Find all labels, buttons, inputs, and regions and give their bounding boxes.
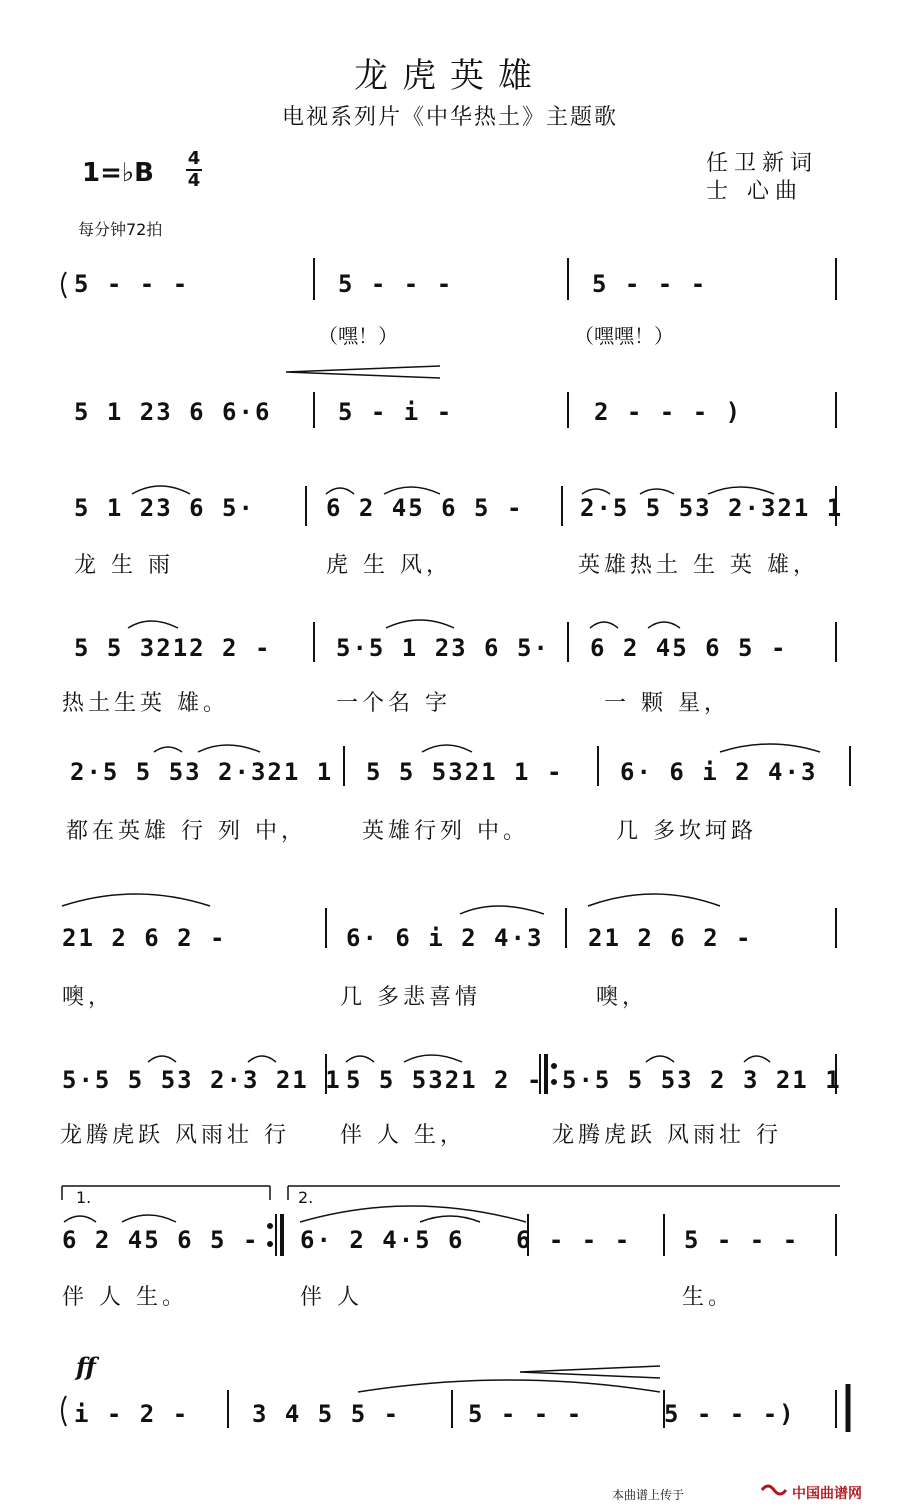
measure-5-3: 6· 6 i 2 4·3	[620, 758, 818, 786]
measure-9-1: i - 2 -	[74, 1400, 190, 1428]
lyric-4-a: 热土生英 雄。	[62, 691, 229, 716]
measure-1-3: 5 - - -	[592, 270, 708, 298]
measure-5-1: 2·5 5 53 2·321 1	[70, 758, 334, 786]
measure-4-1: 5 5 3212 2 -	[74, 634, 272, 662]
measure-8-2: 6· 2 4·5 6	[300, 1226, 465, 1254]
volta-2-bracket	[288, 1186, 840, 1200]
measure-9-2: 3 4 5 5 -	[252, 1400, 401, 1428]
song-title: 龙虎英雄	[354, 56, 546, 96]
key-signature: 1=♭B	[82, 158, 154, 188]
composer-credit: 士 心曲	[706, 179, 803, 204]
measure-3-2: 6 2 45 6 5 -	[326, 494, 524, 522]
measure-7-2: 5 5 5321 2 -	[346, 1066, 544, 1094]
left-paren-1	[62, 272, 66, 298]
volta-1-label: 1.	[76, 1188, 92, 1207]
measure-2-1: 5 1 23 6 6·6	[74, 398, 272, 426]
site-logo-icon	[760, 1480, 788, 1500]
lyric-7-b: 伴 人 生，	[340, 1123, 466, 1148]
time-signature	[186, 150, 202, 190]
measure-7-1: 5·5 5 53 2·3 21 1	[62, 1066, 342, 1094]
song-subtitle: 电视系列片《中华热土》主题歌	[281, 105, 618, 130]
lyric-8-c: 生。	[682, 1285, 735, 1310]
lyricist-credit: 任卫新词	[706, 151, 819, 176]
shout-2: （嘿嘿！）	[574, 324, 674, 348]
lyric-6-b: 几 多悲喜情	[340, 985, 481, 1010]
lyric-5-c: 几 多坎坷路	[616, 819, 757, 844]
measure-3-3: 2·5 5 53 2·321 1	[580, 494, 844, 522]
time-signature-bottom: 4	[187, 170, 201, 191]
lyric-6-a: 噢，	[62, 985, 115, 1010]
dynamic-ff: ff	[76, 1352, 96, 1381]
upload-note: 本曲谱上传于	[612, 1488, 685, 1502]
measure-8-3: 6 - - -	[516, 1226, 632, 1254]
measure-5-2: 5 5 5321 1 -	[366, 758, 564, 786]
lyric-3-a: 龙 生 雨	[74, 553, 174, 578]
lyric-5-a: 都在英雄 行 列 中，	[66, 819, 307, 844]
lyric-4-c: 一 颗 星，	[604, 691, 730, 716]
decrescendo-hairpin	[286, 366, 440, 378]
lyric-3-c: 英雄热土 生 英 雄，	[578, 553, 819, 578]
time-signature-top: 4	[187, 148, 201, 169]
measure-2-3: 2 - - - )	[594, 398, 743, 426]
measure-6-3: 21 2 6 2 -	[588, 924, 753, 952]
lyric-4-b: 一个名 字	[336, 691, 451, 716]
shout-1: （嘿！）	[318, 324, 398, 348]
measure-9-4: 5 - - -)	[664, 1400, 796, 1428]
lyric-7-c: 龙腾虎跃 风雨壮 行	[552, 1123, 782, 1148]
measure-2-2: 5 - i -	[338, 398, 454, 426]
volta-2-label: 2.	[298, 1188, 314, 1207]
measure-4-2: 5·5 1 23 6 5·	[336, 634, 550, 662]
measure-6-1: 21 2 6 2 -	[62, 924, 227, 952]
measure-8-4: 5 - - -	[684, 1226, 800, 1254]
lyric-6-c: 噢，	[596, 985, 649, 1010]
site-name: 中国曲谱网	[792, 1486, 862, 1502]
tempo-marking: 每分钟72拍	[78, 220, 163, 239]
measure-1-1: 5 - - -	[74, 270, 190, 298]
decrescendo-hairpin-end	[520, 1366, 660, 1378]
measure-3-1: 5 1 23 6 5·	[74, 494, 255, 522]
lyric-8-b: 伴 人	[300, 1285, 363, 1310]
lyric-7-a: 龙腾虎跃 风雨壮 行	[60, 1123, 290, 1148]
measure-9-3: 5 - - -	[468, 1400, 584, 1428]
measure-8-1: 6 2 45 6 5 -	[62, 1226, 260, 1254]
left-paren-9	[62, 1396, 66, 1426]
measure-6-2: 6· 6 i 2 4·3	[346, 924, 544, 952]
lyric-8-a: 伴 人 生。	[62, 1285, 188, 1310]
measure-1-2: 5 - - -	[338, 270, 454, 298]
lyric-3-b: 虎 生 风，	[326, 553, 452, 578]
volta-1-bracket	[62, 1186, 270, 1200]
measure-4-3: 6 2 45 6 5 -	[590, 634, 788, 662]
measure-7-3: 5·5 5 53 2 3 21 1	[562, 1066, 842, 1094]
lyric-5-b: 英雄行列 中。	[362, 819, 529, 844]
